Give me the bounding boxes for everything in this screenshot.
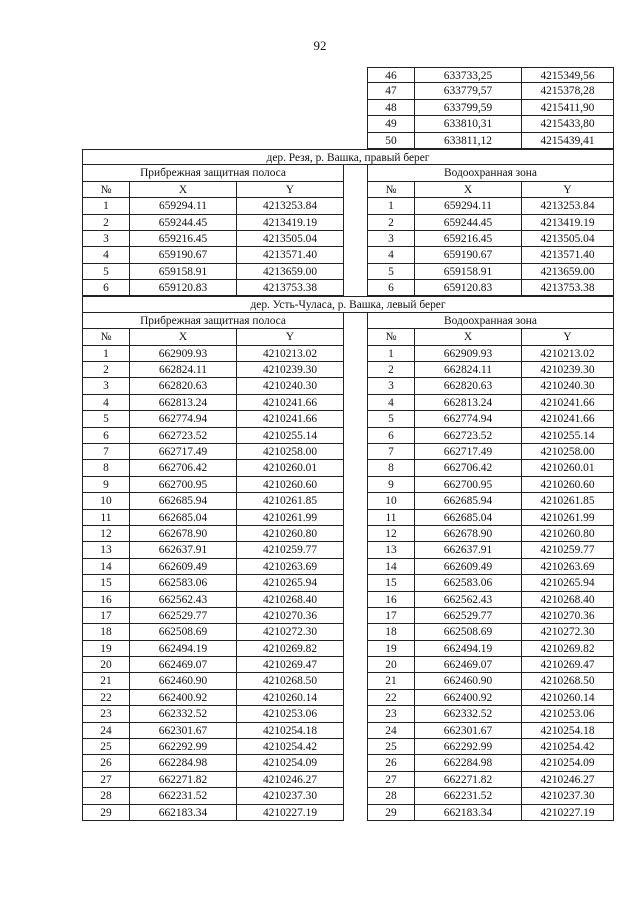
x-cell: 662583.06 <box>130 575 237 591</box>
x-cell: 662494.19 <box>415 641 522 657</box>
y-cell: Y <box>237 329 344 345</box>
table-row <box>82 247 614 263</box>
group-title-row <box>82 313 614 329</box>
x-cell: 662460.90 <box>130 673 237 689</box>
y-cell: 4210260.60 <box>237 477 344 493</box>
y-cell: 4215378,28 <box>522 83 614 99</box>
table-row <box>82 444 614 460</box>
number-cell: 16 <box>367 592 415 608</box>
number-cell: 1 <box>82 346 130 362</box>
number-cell: 2 <box>367 215 415 231</box>
section-title-row <box>82 296 614 312</box>
table-row <box>82 805 614 821</box>
x-cell: 662609.49 <box>415 559 522 575</box>
y-cell: 4210239.30 <box>237 362 344 378</box>
y-cell: 4210268.50 <box>237 673 344 689</box>
x-cell: 633799,59 <box>415 100 522 116</box>
y-cell: 4210259.77 <box>522 542 614 558</box>
y-cell: 4210227.19 <box>522 805 614 821</box>
x-cell: 662301.67 <box>130 723 237 739</box>
number-cell: 5 <box>82 411 130 427</box>
y-cell: 4210254.09 <box>237 755 344 771</box>
table-row <box>82 231 614 247</box>
table-row <box>82 133 614 149</box>
table-row <box>82 690 614 706</box>
y-cell: 4213571.40 <box>237 247 344 263</box>
table-row <box>82 739 614 755</box>
number-cell: 12 <box>367 526 415 542</box>
number-cell: 17 <box>82 608 130 624</box>
y-cell: 4213753.38 <box>522 280 614 296</box>
x-cell: 662717.49 <box>415 444 522 460</box>
number-cell: № <box>82 329 130 345</box>
x-cell: 659120.83 <box>130 280 237 296</box>
number-cell: 3 <box>82 378 130 394</box>
x-cell: 662723.52 <box>130 428 237 444</box>
table-row <box>82 346 614 362</box>
x-cell: 659216.45 <box>130 231 237 247</box>
y-cell: 4210241.66 <box>522 395 614 411</box>
y-cell: 4210254.42 <box>522 739 614 755</box>
y-cell: 4210253.06 <box>522 706 614 722</box>
y-cell: Y <box>522 182 614 198</box>
x-cell: 662637.91 <box>130 542 237 558</box>
x-cell: 662685.04 <box>415 510 522 526</box>
y-cell: 4210213.02 <box>522 346 614 362</box>
number-cell: 27 <box>367 772 415 788</box>
x-cell: 662231.52 <box>415 788 522 804</box>
x-cell: 659244.45 <box>415 215 522 231</box>
number-cell: 17 <box>367 608 415 624</box>
number-cell: 20 <box>82 657 130 673</box>
number-cell: 27 <box>82 772 130 788</box>
x-cell: X <box>415 329 522 345</box>
y-cell: 4210241.66 <box>237 411 344 427</box>
y-cell: 4210259.77 <box>237 542 344 558</box>
table-row <box>82 575 614 591</box>
x-cell: 662685.04 <box>130 510 237 526</box>
water-protection-zone-title: Водоохранная зона <box>367 313 614 329</box>
y-cell: 4213419.19 <box>237 215 344 231</box>
y-cell: Y <box>522 329 614 345</box>
coastal-strip-title: Прибрежная защитная полоса <box>82 313 344 329</box>
number-cell: 14 <box>82 559 130 575</box>
number-cell: 13 <box>367 542 415 558</box>
y-cell: Y <box>237 182 344 198</box>
table-row <box>82 657 614 673</box>
group-title-row <box>82 165 614 181</box>
number-cell: 20 <box>367 657 415 673</box>
y-cell: 4215433,80 <box>522 116 614 132</box>
x-cell: 662400.92 <box>415 690 522 706</box>
number-cell: 49 <box>367 116 415 132</box>
header-row <box>82 182 614 198</box>
y-cell: 4210240.30 <box>237 378 344 394</box>
y-cell: 4210260.14 <box>522 690 614 706</box>
x-cell: 662583.06 <box>415 575 522 591</box>
table-row <box>82 378 614 394</box>
number-cell: 1 <box>82 198 130 214</box>
table-row <box>82 706 614 722</box>
coastal-strip-title: Прибрежная защитная полоса <box>82 165 344 181</box>
section-title: дер. Резя, р. Вашка, правый берег <box>82 149 614 165</box>
y-cell: 4215411,90 <box>522 100 614 116</box>
y-cell: 4210246.27 <box>237 772 344 788</box>
x-cell: 662700.95 <box>415 477 522 493</box>
number-cell: 22 <box>367 690 415 706</box>
y-cell: 4213571.40 <box>522 247 614 263</box>
y-cell: 4213659.00 <box>237 264 344 280</box>
x-cell: 662706.42 <box>130 460 237 476</box>
x-cell: 662271.82 <box>130 772 237 788</box>
x-cell: 662824.11 <box>130 362 237 378</box>
table-row <box>82 559 614 575</box>
table-row <box>82 592 614 608</box>
table-row <box>82 264 614 280</box>
y-cell: 4210237.30 <box>522 788 614 804</box>
table-row <box>82 460 614 476</box>
number-cell: 15 <box>82 575 130 591</box>
number-cell: 21 <box>82 673 130 689</box>
x-cell: 662508.69 <box>415 624 522 640</box>
number-cell: 10 <box>82 493 130 509</box>
number-cell: № <box>367 329 415 345</box>
x-cell: 659120.83 <box>415 280 522 296</box>
y-cell: 4213253.84 <box>522 198 614 214</box>
x-cell: 662685.94 <box>130 493 237 509</box>
x-cell: 662678.90 <box>130 526 237 542</box>
x-cell: 662284.98 <box>130 755 237 771</box>
coordinates-table <box>82 67 614 821</box>
number-cell: 6 <box>82 280 130 296</box>
x-cell: 633811,12 <box>415 133 522 149</box>
table-row <box>82 67 614 83</box>
x-cell: 659190.67 <box>130 247 237 263</box>
number-cell: 4 <box>367 395 415 411</box>
number-cell: 4 <box>367 247 415 263</box>
number-cell: 25 <box>82 739 130 755</box>
x-cell: 662774.94 <box>130 411 237 427</box>
section-title-row <box>82 149 614 165</box>
number-cell: № <box>82 182 130 198</box>
header-row <box>82 329 614 345</box>
number-cell: 9 <box>82 477 130 493</box>
x-cell: 662685.94 <box>415 493 522 509</box>
number-cell: 50 <box>367 133 415 149</box>
number-cell: 3 <box>82 231 130 247</box>
number-cell: 9 <box>367 477 415 493</box>
x-cell: 662637.91 <box>415 542 522 558</box>
table-row <box>82 477 614 493</box>
y-cell: 4210261.85 <box>522 493 614 509</box>
table-row <box>82 362 614 378</box>
number-cell: № <box>367 182 415 198</box>
number-cell: 3 <box>367 231 415 247</box>
y-cell: 4210254.09 <box>522 755 614 771</box>
y-cell: 4213505.04 <box>237 231 344 247</box>
table-row <box>82 116 614 132</box>
number-cell: 22 <box>82 690 130 706</box>
y-cell: 4213505.04 <box>522 231 614 247</box>
table-row <box>82 280 614 296</box>
y-cell: 4215439,41 <box>522 133 614 149</box>
table-row <box>82 624 614 640</box>
x-cell: 662562.43 <box>130 592 237 608</box>
x-cell: 662813.24 <box>415 395 522 411</box>
x-cell: 662284.98 <box>415 755 522 771</box>
x-cell: 659294.11 <box>415 198 522 214</box>
y-cell: 4210241.66 <box>522 411 614 427</box>
table-row <box>82 526 614 542</box>
y-cell: 4210239.30 <box>522 362 614 378</box>
number-cell: 5 <box>367 264 415 280</box>
number-cell: 29 <box>82 805 130 821</box>
table-row <box>82 411 614 427</box>
number-cell: 1 <box>367 346 415 362</box>
x-cell: 662813.24 <box>130 395 237 411</box>
table-row <box>82 542 614 558</box>
y-cell: 4210261.85 <box>237 493 344 509</box>
x-cell: 662332.52 <box>415 706 522 722</box>
y-cell: 4210253.06 <box>237 706 344 722</box>
x-cell: 662271.82 <box>415 772 522 788</box>
x-cell: 662400.92 <box>130 690 237 706</box>
number-cell: 24 <box>367 723 415 739</box>
number-cell: 8 <box>367 460 415 476</box>
y-cell: 4215349,56 <box>522 67 614 83</box>
number-cell: 25 <box>367 739 415 755</box>
y-cell: 4210260.01 <box>237 460 344 476</box>
y-cell: 4210246.27 <box>522 772 614 788</box>
number-cell: 46 <box>367 67 415 83</box>
x-cell: 659294.11 <box>130 198 237 214</box>
table-row <box>82 723 614 739</box>
y-cell: 4210254.42 <box>237 739 344 755</box>
table-row <box>82 100 614 116</box>
table-row <box>82 772 614 788</box>
y-cell: 4210272.30 <box>522 624 614 640</box>
y-cell: 4210227.19 <box>237 805 344 821</box>
table-row <box>82 673 614 689</box>
table-row <box>82 395 614 411</box>
number-cell: 19 <box>367 641 415 657</box>
x-cell: 662717.49 <box>130 444 237 460</box>
x-cell: 662508.69 <box>130 624 237 640</box>
y-cell: 4210258.00 <box>237 444 344 460</box>
x-cell: 662183.34 <box>130 805 237 821</box>
y-cell: 4210260.14 <box>237 690 344 706</box>
table-row <box>82 428 614 444</box>
y-cell: 4210260.60 <box>522 477 614 493</box>
x-cell: 633779,57 <box>415 83 522 99</box>
x-cell: 662332.52 <box>130 706 237 722</box>
x-cell: 633810,31 <box>415 116 522 132</box>
y-cell: 4210268.50 <box>522 673 614 689</box>
number-cell: 26 <box>367 755 415 771</box>
number-cell: 18 <box>82 624 130 640</box>
number-cell: 48 <box>367 100 415 116</box>
number-cell: 8 <box>82 460 130 476</box>
number-cell: 5 <box>367 411 415 427</box>
table-row <box>82 608 614 624</box>
table-row <box>82 493 614 509</box>
x-cell: 659244.45 <box>130 215 237 231</box>
number-cell: 21 <box>367 673 415 689</box>
table-row <box>82 510 614 526</box>
x-cell: 662529.77 <box>415 608 522 624</box>
x-cell: 662529.77 <box>130 608 237 624</box>
x-cell: 662469.07 <box>130 657 237 673</box>
y-cell: 4210260.01 <box>522 460 614 476</box>
number-cell: 26 <box>82 755 130 771</box>
number-cell: 4 <box>82 247 130 263</box>
x-cell: 662292.99 <box>130 739 237 755</box>
y-cell: 4210255.14 <box>237 428 344 444</box>
y-cell: 4210261.99 <box>522 510 614 526</box>
number-cell: 7 <box>367 444 415 460</box>
number-cell: 11 <box>82 510 130 526</box>
y-cell: 4210268.40 <box>237 592 344 608</box>
number-cell: 2 <box>367 362 415 378</box>
number-cell: 16 <box>82 592 130 608</box>
y-cell: 4210240.30 <box>522 378 614 394</box>
number-cell: 18 <box>367 624 415 640</box>
number-cell: 2 <box>82 362 130 378</box>
table-row <box>82 215 614 231</box>
x-cell: 662824.11 <box>415 362 522 378</box>
y-cell: 4210237.30 <box>237 788 344 804</box>
y-cell: 4210261.99 <box>237 510 344 526</box>
x-cell: 662231.52 <box>130 788 237 804</box>
number-cell: 28 <box>82 788 130 804</box>
y-cell: 4210265.94 <box>522 575 614 591</box>
number-cell: 4 <box>82 395 130 411</box>
y-cell: 4210268.40 <box>522 592 614 608</box>
number-cell: 28 <box>367 788 415 804</box>
number-cell: 7 <box>82 444 130 460</box>
table-row <box>82 83 614 99</box>
number-cell: 11 <box>367 510 415 526</box>
y-cell: 4210241.66 <box>237 395 344 411</box>
x-cell: 662723.52 <box>415 428 522 444</box>
number-cell: 6 <box>367 280 415 296</box>
y-cell: 4213659.00 <box>522 264 614 280</box>
x-cell: 662609.49 <box>130 559 237 575</box>
number-cell: 19 <box>82 641 130 657</box>
y-cell: 4210269.47 <box>522 657 614 673</box>
x-cell: 659158.91 <box>415 264 522 280</box>
x-cell: 662562.43 <box>415 592 522 608</box>
number-cell: 1 <box>367 198 415 214</box>
number-cell: 10 <box>367 493 415 509</box>
x-cell: 662774.94 <box>415 411 522 427</box>
x-cell: 662909.93 <box>130 346 237 362</box>
y-cell: 4210254.18 <box>522 723 614 739</box>
y-cell: 4210270.36 <box>522 608 614 624</box>
y-cell: 4210269.82 <box>237 641 344 657</box>
x-cell: 662700.95 <box>130 477 237 493</box>
number-cell: 23 <box>367 706 415 722</box>
y-cell: 4210265.94 <box>237 575 344 591</box>
y-cell: 4210270.36 <box>237 608 344 624</box>
table-row <box>82 788 614 804</box>
y-cell: 4210263.69 <box>522 559 614 575</box>
y-cell: 4210263.69 <box>237 559 344 575</box>
x-cell: 659158.91 <box>130 264 237 280</box>
x-cell: X <box>130 329 237 345</box>
x-cell: 662678.90 <box>415 526 522 542</box>
y-cell: 4210213.02 <box>237 346 344 362</box>
y-cell: 4210258.00 <box>522 444 614 460</box>
number-cell: 23 <box>82 706 130 722</box>
x-cell: 662820.63 <box>415 378 522 394</box>
number-cell: 47 <box>367 83 415 99</box>
y-cell: 4210269.82 <box>522 641 614 657</box>
x-cell: 662494.19 <box>130 641 237 657</box>
y-cell: 4210255.14 <box>522 428 614 444</box>
number-cell: 15 <box>367 575 415 591</box>
x-cell: X <box>415 182 522 198</box>
x-cell: 662292.99 <box>415 739 522 755</box>
number-cell: 14 <box>367 559 415 575</box>
water-protection-zone-title: Водоохранная зона <box>367 165 614 181</box>
table-row <box>82 755 614 771</box>
x-cell: 662706.42 <box>415 460 522 476</box>
y-cell: 4210260.80 <box>522 526 614 542</box>
x-cell: 662460.90 <box>415 673 522 689</box>
y-cell: 4210269.47 <box>237 657 344 673</box>
x-cell: X <box>130 182 237 198</box>
section-title: дер. Усть-Чуласа, р. Вашка, левый берег <box>82 296 614 312</box>
number-cell: 6 <box>367 428 415 444</box>
table-row <box>82 198 614 214</box>
x-cell: 659216.45 <box>415 231 522 247</box>
y-cell: 4210272.30 <box>237 624 344 640</box>
y-cell: 4210254.18 <box>237 723 344 739</box>
number-cell: 2 <box>82 215 130 231</box>
x-cell: 662183.34 <box>415 805 522 821</box>
y-cell: 4210260.80 <box>237 526 344 542</box>
y-cell: 4213753.38 <box>237 280 344 296</box>
x-cell: 662909.93 <box>415 346 522 362</box>
x-cell: 662301.67 <box>415 723 522 739</box>
x-cell: 662820.63 <box>130 378 237 394</box>
number-cell: 13 <box>82 542 130 558</box>
number-cell: 6 <box>82 428 130 444</box>
page-number: 92 <box>313 38 327 53</box>
number-cell: 3 <box>367 378 415 394</box>
number-cell: 5 <box>82 264 130 280</box>
x-cell: 659190.67 <box>415 247 522 263</box>
number-cell: 29 <box>367 805 415 821</box>
y-cell: 4213253.84 <box>237 198 344 214</box>
x-cell: 662469.07 <box>415 657 522 673</box>
table-row <box>82 641 614 657</box>
number-cell: 12 <box>82 526 130 542</box>
number-cell: 24 <box>82 723 130 739</box>
y-cell: 4213419.19 <box>522 215 614 231</box>
x-cell: 633733,25 <box>415 67 522 83</box>
